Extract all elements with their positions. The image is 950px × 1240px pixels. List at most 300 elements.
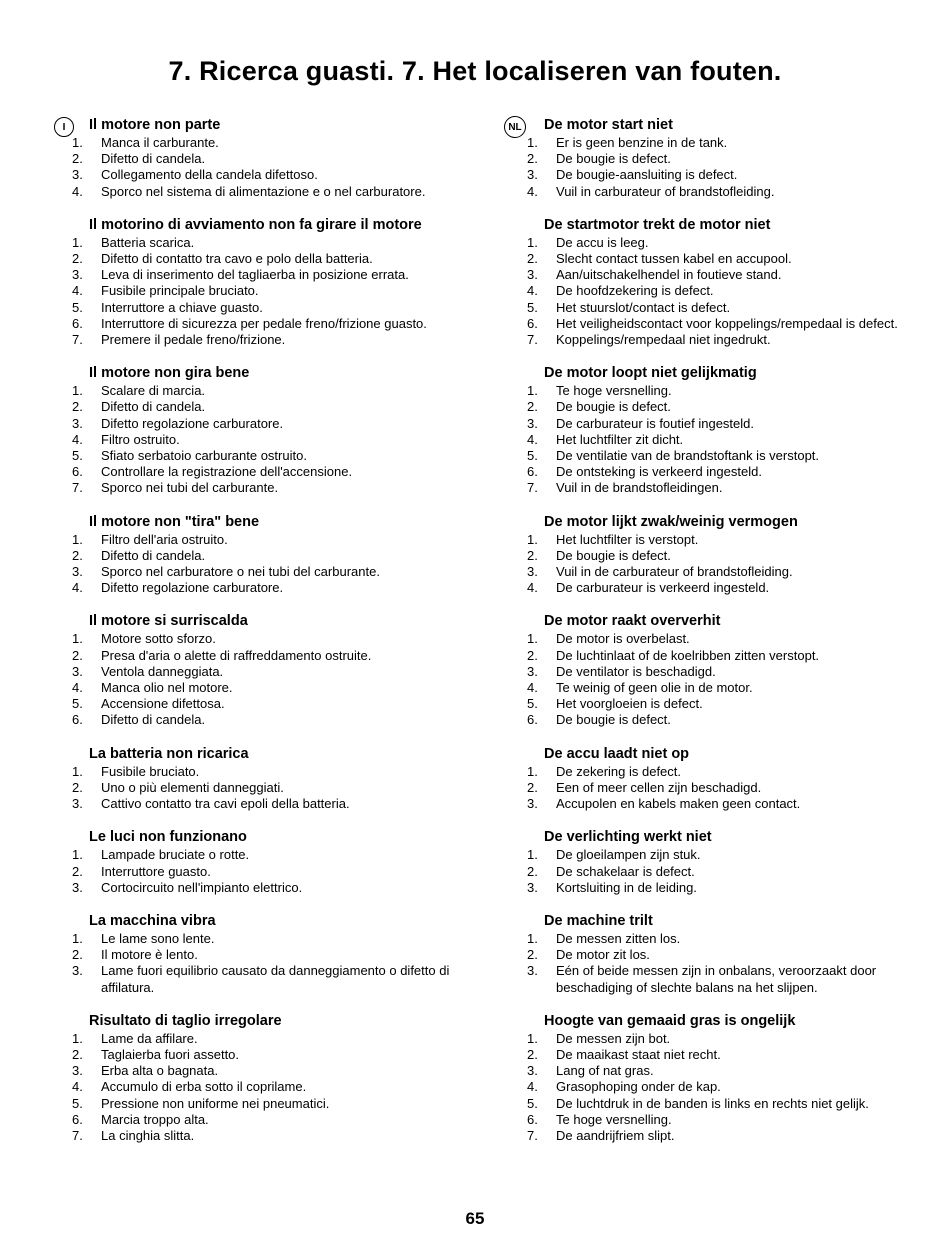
item-number: 6. bbox=[72, 315, 83, 331]
item-number: 2. bbox=[527, 947, 538, 963]
list-item bbox=[72, 1079, 472, 1095]
list-item bbox=[72, 1128, 472, 1144]
item-text: Vuil in carburateur of brandstofleiding. bbox=[556, 183, 775, 199]
item-text: Kortsluiting in de leiding. bbox=[556, 879, 697, 895]
list-item bbox=[72, 631, 472, 647]
item-text: De luchtinlaat of de koelribben zitten verstopt. bbox=[556, 647, 820, 663]
list-item bbox=[527, 1096, 927, 1112]
list-item bbox=[527, 880, 927, 896]
item-number: 1. bbox=[527, 631, 538, 647]
list-item bbox=[72, 1047, 472, 1063]
list-item bbox=[72, 251, 472, 267]
troubleshooting-section bbox=[527, 1012, 927, 1144]
item-number: 7. bbox=[72, 332, 83, 348]
item-text: De carburateur is verkeerd ingesteld. bbox=[556, 580, 770, 596]
item-text: Vuil in de brandstofleidingen. bbox=[556, 480, 723, 496]
item-number: 4. bbox=[527, 183, 538, 199]
cause-list bbox=[72, 764, 472, 813]
item-number: 3. bbox=[72, 564, 83, 580]
item-text: Te weinig of geen olie in de motor. bbox=[556, 680, 753, 696]
troubleshooting-section bbox=[72, 912, 472, 996]
item-number: 2. bbox=[72, 779, 83, 795]
item-text: Scalare di marcia. bbox=[101, 383, 206, 399]
troubleshooting-section bbox=[527, 745, 927, 813]
list-item bbox=[527, 1112, 927, 1128]
item-number: 2. bbox=[527, 251, 538, 267]
item-number: 2. bbox=[527, 1046, 538, 1062]
list-item bbox=[72, 151, 472, 167]
item-number: 4. bbox=[72, 431, 83, 447]
list-item bbox=[72, 847, 472, 863]
item-number: 3. bbox=[527, 167, 538, 183]
troubleshooting-section bbox=[72, 828, 472, 896]
item-number: 5. bbox=[72, 299, 83, 315]
item-text: Difetto di candela. bbox=[101, 547, 206, 563]
page-title: 7. Ricerca guasti. 7. Het localiseren van fouten. bbox=[168, 56, 782, 86]
list-item bbox=[72, 267, 472, 283]
list-item bbox=[72, 300, 472, 316]
item-number: 5. bbox=[527, 1095, 538, 1111]
item-text: De ventilatie van de brandstoftank is verstopt. bbox=[556, 448, 820, 464]
item-text: De gloeilampen zijn stuk. bbox=[556, 847, 701, 863]
list-item bbox=[72, 1096, 472, 1112]
list-item bbox=[527, 680, 927, 696]
item-text: Presa d'aria o alette di raffreddamento ostruite. bbox=[101, 647, 372, 663]
section-heading: Il motore non gira bene bbox=[89, 365, 250, 382]
list-item bbox=[72, 167, 472, 183]
item-text: De bougie is defect. bbox=[556, 151, 671, 167]
item-number: 2. bbox=[527, 151, 538, 167]
list-item bbox=[527, 780, 927, 796]
section-heading: Risultato di taglio irregolare bbox=[89, 1012, 282, 1029]
list-item bbox=[527, 383, 927, 399]
item-text: Cattivo contatto tra cavi epoli della batteria. bbox=[101, 796, 350, 812]
item-text: Difetto regolazione carburatore. bbox=[101, 580, 284, 596]
list-item bbox=[72, 1112, 472, 1128]
item-number: 4. bbox=[527, 1079, 538, 1095]
item-text: De bougie-aansluiting is defect. bbox=[556, 167, 738, 183]
list-item bbox=[72, 399, 472, 415]
list-item bbox=[527, 764, 927, 780]
italian-column bbox=[62, 116, 472, 1144]
list-item bbox=[527, 464, 927, 480]
list-item bbox=[72, 963, 472, 995]
cause-list bbox=[72, 931, 472, 996]
item-text: Leva di inserimento del tagliaerba in posizione errata. bbox=[101, 267, 409, 283]
list-item bbox=[72, 448, 472, 464]
list-item bbox=[72, 235, 472, 251]
item-number: 3. bbox=[527, 267, 538, 283]
page-number: 65 bbox=[465, 1209, 485, 1228]
item-number: 3. bbox=[72, 796, 83, 812]
section-heading: De accu laadt niet op bbox=[544, 745, 690, 762]
item-number: 2. bbox=[72, 863, 83, 879]
item-text: Filtro dell'aria ostruito. bbox=[101, 531, 228, 547]
item-text: Pressione non uniforme nei pneumatici. bbox=[101, 1095, 330, 1111]
item-text: Te hoge versnelling. bbox=[556, 1111, 672, 1127]
item-text: De ventilator is beschadigd. bbox=[556, 663, 716, 679]
list-item bbox=[72, 780, 472, 796]
item-text: Interruttore di sicurezza per pedale freno/frizione guasto. bbox=[101, 315, 427, 331]
item-number: 5. bbox=[527, 696, 538, 712]
item-text: Accumulo di erba sotto il coprilame. bbox=[101, 1079, 307, 1095]
list-item bbox=[72, 664, 472, 680]
section-heading: De machine trilt bbox=[544, 912, 653, 929]
item-text: Een of meer cellen zijn beschadigd. bbox=[556, 779, 762, 795]
list-item bbox=[527, 712, 927, 728]
item-number: 3. bbox=[72, 167, 83, 183]
item-number: 2. bbox=[72, 947, 83, 963]
item-number: 6. bbox=[72, 712, 83, 728]
item-number: 2. bbox=[527, 863, 538, 879]
item-number: 7. bbox=[72, 1127, 83, 1143]
section-heading: Il motorino di avviamento non fa girare il motore bbox=[89, 216, 422, 233]
item-number: 1. bbox=[72, 383, 83, 399]
dutch-column bbox=[508, 116, 927, 1144]
list-item bbox=[527, 1079, 927, 1095]
list-item bbox=[527, 580, 927, 596]
list-item bbox=[527, 648, 927, 664]
cause-list bbox=[72, 847, 472, 896]
list-item bbox=[72, 480, 472, 496]
section-heading: De startmotor trekt de motor niet bbox=[544, 216, 771, 233]
item-number: 2. bbox=[527, 547, 538, 563]
item-number: 1. bbox=[527, 135, 538, 150]
item-number: 1. bbox=[527, 531, 538, 547]
list-item bbox=[527, 931, 927, 947]
troubleshooting-section bbox=[527, 216, 927, 348]
list-item bbox=[72, 580, 472, 596]
dutch-sections bbox=[527, 116, 927, 1144]
list-item bbox=[527, 532, 927, 548]
item-text: De bougie is defect. bbox=[556, 712, 671, 728]
item-number: 2. bbox=[72, 399, 83, 415]
section-heading: La macchina vibra bbox=[89, 912, 216, 929]
section-heading: Il motore non parte bbox=[89, 117, 221, 133]
item-text: Batteria scarica. bbox=[101, 234, 195, 250]
dutch-language-badge-icon: NL bbox=[504, 116, 526, 138]
item-number: 3. bbox=[527, 796, 538, 812]
item-number: 1. bbox=[72, 631, 83, 647]
section-heading: Hoogte van gemaaid gras is ongelijk bbox=[544, 1012, 796, 1029]
item-text: Vuil in de carburateur of brandstofleiding. bbox=[556, 564, 793, 580]
item-text: Slecht contact tussen kabel en accupool. bbox=[556, 251, 792, 267]
item-number: 2. bbox=[72, 647, 83, 663]
section-heading: Il motore non "tira" bene bbox=[89, 513, 260, 530]
troubleshooting-section bbox=[72, 216, 472, 348]
list-item bbox=[527, 1063, 927, 1079]
list-item bbox=[527, 696, 927, 712]
troubleshooting-section bbox=[72, 1012, 472, 1144]
item-number: 6. bbox=[72, 464, 83, 480]
list-item bbox=[72, 332, 472, 348]
item-text: Cortocircuito nell'impianto elettrico. bbox=[101, 879, 303, 895]
item-number: 6. bbox=[527, 712, 538, 728]
cause-list bbox=[72, 135, 472, 200]
list-item bbox=[527, 332, 927, 348]
item-text: Difetto di candela. bbox=[101, 712, 206, 728]
list-item bbox=[72, 648, 472, 664]
list-item bbox=[527, 1031, 927, 1047]
item-text: Marcia troppo alta. bbox=[101, 1111, 209, 1127]
item-text: Het voorgloeien is defect. bbox=[556, 696, 703, 712]
list-item bbox=[72, 947, 472, 963]
item-text: Manca il carburante. bbox=[101, 135, 219, 150]
troubleshooting-section bbox=[72, 745, 472, 813]
cause-list bbox=[72, 532, 472, 597]
list-item bbox=[72, 696, 472, 712]
item-number: 6. bbox=[527, 1111, 538, 1127]
item-text: Interruttore guasto. bbox=[101, 863, 211, 879]
troubleshooting-section bbox=[527, 513, 927, 597]
item-text: Difetto di contatto tra cavo e polo della batteria. bbox=[101, 251, 373, 267]
item-number: 7. bbox=[527, 480, 538, 496]
list-item bbox=[72, 135, 472, 151]
item-text: Interruttore a chiave guasto. bbox=[101, 299, 263, 315]
list-item bbox=[527, 283, 927, 299]
item-text: Lame da affilare. bbox=[101, 1030, 198, 1046]
list-item bbox=[527, 564, 927, 580]
cause-list bbox=[72, 383, 472, 496]
item-text: De bougie is defect. bbox=[556, 399, 671, 415]
item-text: Erba alta o bagnata. bbox=[101, 1063, 219, 1079]
item-text: Sfiato serbatoio carburante ostruito. bbox=[101, 448, 307, 464]
list-item bbox=[527, 167, 927, 183]
item-text: Taglaierba fuori assetto. bbox=[101, 1046, 240, 1062]
list-item bbox=[527, 251, 927, 267]
item-text: De aandrijfriem slipt. bbox=[556, 1127, 675, 1143]
section-heading: Le luci non funzionano bbox=[89, 829, 247, 846]
cause-list bbox=[527, 1031, 927, 1144]
list-item bbox=[527, 448, 927, 464]
list-item bbox=[527, 432, 927, 448]
cause-list bbox=[527, 135, 927, 200]
troubleshooting-section bbox=[72, 116, 472, 200]
item-text: De motor zit los. bbox=[556, 947, 650, 963]
item-number: 1. bbox=[527, 763, 538, 779]
list-item bbox=[527, 135, 927, 151]
item-number: 3. bbox=[72, 1063, 83, 1079]
list-item bbox=[72, 712, 472, 728]
item-text: Accupolen en kabels maken geen contact. bbox=[556, 796, 801, 812]
item-text: Manca olio nel motore. bbox=[101, 680, 233, 696]
cause-list bbox=[527, 847, 927, 896]
section-heading: Il motore si surriscalda bbox=[89, 613, 248, 630]
item-number: 4. bbox=[72, 1079, 83, 1095]
cause-list bbox=[72, 631, 472, 728]
item-text: Sporco nel carburatore o nei tubi del carburante. bbox=[101, 564, 380, 580]
item-number: 5. bbox=[72, 696, 83, 712]
list-item bbox=[72, 432, 472, 448]
cause-list bbox=[72, 1031, 472, 1144]
item-text: Il motore è lento. bbox=[101, 947, 198, 963]
item-number: 5. bbox=[72, 448, 83, 464]
item-text: Filtro ostruito. bbox=[101, 431, 180, 447]
item-text: Het luchtfilter zit dicht. bbox=[556, 431, 684, 447]
item-number: 4. bbox=[72, 680, 83, 696]
item-number: 3. bbox=[527, 415, 538, 431]
section-heading: La batteria non ricarica bbox=[89, 745, 249, 762]
list-item bbox=[72, 680, 472, 696]
item-number: 3. bbox=[72, 415, 83, 431]
item-text: Controllare la registrazione dell'accensione. bbox=[101, 464, 353, 480]
list-item bbox=[527, 399, 927, 415]
item-text: Het luchtfilter is verstopt. bbox=[556, 531, 699, 547]
item-number: 4. bbox=[527, 431, 538, 447]
list-item bbox=[72, 184, 472, 200]
item-number: 2. bbox=[527, 647, 538, 663]
list-item bbox=[527, 480, 927, 496]
list-item bbox=[527, 963, 927, 995]
cause-list bbox=[72, 235, 472, 348]
list-item bbox=[72, 548, 472, 564]
item-text: Lampade bruciate o rotte. bbox=[101, 847, 250, 863]
item-number: 2. bbox=[72, 251, 83, 267]
list-item bbox=[527, 1047, 927, 1063]
cause-list bbox=[527, 764, 927, 813]
item-text: Uno o più elementi danneggiati. bbox=[101, 779, 284, 795]
list-item bbox=[72, 931, 472, 947]
item-number: 2. bbox=[527, 399, 538, 415]
item-number: 1. bbox=[527, 383, 538, 399]
item-number: 4. bbox=[527, 580, 538, 596]
list-item bbox=[72, 1063, 472, 1079]
troubleshooting-section bbox=[527, 912, 927, 996]
item-number: 3. bbox=[72, 267, 83, 283]
item-number: 6. bbox=[527, 315, 538, 331]
section-heading: De verlichting werkt niet bbox=[544, 829, 712, 846]
item-text: Sporco nel sistema di alimentazione e o nel carburatore. bbox=[101, 183, 426, 199]
list-item bbox=[527, 267, 927, 283]
list-item bbox=[527, 796, 927, 812]
item-number: 5. bbox=[72, 1095, 83, 1111]
list-item bbox=[527, 947, 927, 963]
italian-language-badge-icon: I bbox=[54, 117, 74, 137]
item-text: De carburateur is foutief ingesteld. bbox=[556, 415, 754, 431]
cause-list bbox=[527, 383, 927, 496]
item-number: 3. bbox=[72, 879, 83, 895]
section-heading: De motor start niet bbox=[544, 117, 673, 133]
item-number: 3. bbox=[527, 663, 538, 679]
item-number: 4. bbox=[527, 680, 538, 696]
item-text: Fusibile bruciato. bbox=[101, 763, 200, 779]
list-item bbox=[72, 1031, 472, 1047]
cause-list bbox=[527, 931, 927, 996]
item-text: Difetto regolazione carburatore. bbox=[101, 415, 284, 431]
list-item bbox=[527, 184, 927, 200]
list-item bbox=[72, 416, 472, 432]
list-item bbox=[527, 1128, 927, 1144]
item-number: 4. bbox=[72, 183, 83, 199]
item-text: De hoofdzekering is defect. bbox=[556, 283, 714, 299]
item-number: 4. bbox=[72, 580, 83, 596]
troubleshooting-section bbox=[72, 612, 472, 728]
list-item bbox=[527, 316, 927, 332]
item-number: 2. bbox=[527, 779, 538, 795]
item-number: 2. bbox=[72, 547, 83, 563]
item-number: 6. bbox=[72, 1111, 83, 1127]
list-item bbox=[72, 796, 472, 812]
item-text: Het veiligheidscontact voor koppelings/rempedaal is defect. bbox=[556, 315, 898, 331]
item-text: De maaikast staat niet recht. bbox=[556, 1046, 721, 1062]
list-item bbox=[72, 464, 472, 480]
item-text: Motore sotto sforzo. bbox=[101, 631, 216, 647]
list-item bbox=[527, 664, 927, 680]
troubleshooting-section bbox=[527, 116, 927, 200]
item-text: Koppelings/rempedaal niet ingedrukt. bbox=[556, 332, 771, 348]
list-item bbox=[72, 283, 472, 299]
item-text: De accu is leeg. bbox=[556, 234, 649, 250]
italian-sections bbox=[72, 116, 472, 1144]
list-item bbox=[527, 416, 927, 432]
item-number: 3. bbox=[527, 879, 538, 895]
item-number: 1. bbox=[527, 847, 538, 863]
item-text: La cinghia slitta. bbox=[101, 1127, 195, 1143]
item-text: De messen zitten los. bbox=[556, 930, 681, 946]
cause-list bbox=[527, 532, 927, 597]
item-number: 2. bbox=[72, 151, 83, 167]
item-text: Premere il pedale freno/frizione. bbox=[101, 332, 286, 348]
troubleshooting-section bbox=[72, 364, 472, 496]
item-number: 3. bbox=[527, 1063, 538, 1079]
list-item bbox=[72, 383, 472, 399]
list-item bbox=[72, 764, 472, 780]
list-item bbox=[527, 864, 927, 880]
item-text: Te hoge versnelling. bbox=[556, 383, 672, 399]
list-item bbox=[72, 316, 472, 332]
list-item bbox=[527, 631, 927, 647]
item-text: Lame fuori equilibrio causato da danneggiamento o difetto di affilatura. bbox=[101, 963, 450, 995]
list-item bbox=[72, 564, 472, 580]
item-number: 6. bbox=[527, 464, 538, 480]
section-heading: De motor lijkt zwak/weinig vermogen bbox=[544, 513, 798, 530]
item-number: 1. bbox=[72, 930, 83, 946]
item-number: 2. bbox=[72, 1046, 83, 1062]
item-text: Aan/uitschakelhendel in foutieve stand. bbox=[556, 267, 782, 283]
troubleshooting-section bbox=[527, 828, 927, 896]
section-heading: De motor loopt niet gelijkmatig bbox=[544, 365, 757, 382]
item-text: De bougie is defect. bbox=[556, 547, 671, 563]
item-text: De luchtdruk in de banden is links en rechts niet gelijk. bbox=[556, 1095, 869, 1111]
item-text: Fusibile principale bruciato. bbox=[101, 283, 259, 299]
item-text: Difetto di candela. bbox=[101, 399, 206, 415]
item-number: 1. bbox=[527, 234, 538, 250]
list-item bbox=[527, 548, 927, 564]
section-heading: De motor raakt oververhit bbox=[544, 613, 721, 630]
item-text: Le lame sono lente. bbox=[101, 930, 215, 946]
item-number: 1. bbox=[527, 930, 538, 946]
item-text: Difetto di candela. bbox=[101, 151, 206, 167]
item-text: Eén of beide messen zijn in onbalans, veroorzaakt door beschadiging of slechte balans na het slijpen. bbox=[556, 963, 877, 995]
item-number: 5. bbox=[527, 448, 538, 464]
item-text: Het stuurslot/contact is defect. bbox=[556, 299, 731, 315]
item-number: 1. bbox=[72, 847, 83, 863]
item-number: 1. bbox=[72, 234, 83, 250]
item-number: 1. bbox=[72, 1030, 83, 1046]
cause-list bbox=[527, 631, 927, 728]
cause-list bbox=[527, 235, 927, 348]
item-number: 3. bbox=[72, 663, 83, 679]
item-text: De zekering is defect. bbox=[556, 763, 682, 779]
item-text: De schakelaar is defect. bbox=[556, 863, 695, 879]
item-number: 3. bbox=[527, 963, 538, 979]
troubleshooting-section bbox=[72, 513, 472, 597]
list-item bbox=[527, 151, 927, 167]
item-number: 1. bbox=[527, 1030, 538, 1046]
list-item bbox=[72, 864, 472, 880]
item-text: Ventola danneggiata. bbox=[101, 663, 224, 679]
troubleshooting-section bbox=[527, 612, 927, 728]
